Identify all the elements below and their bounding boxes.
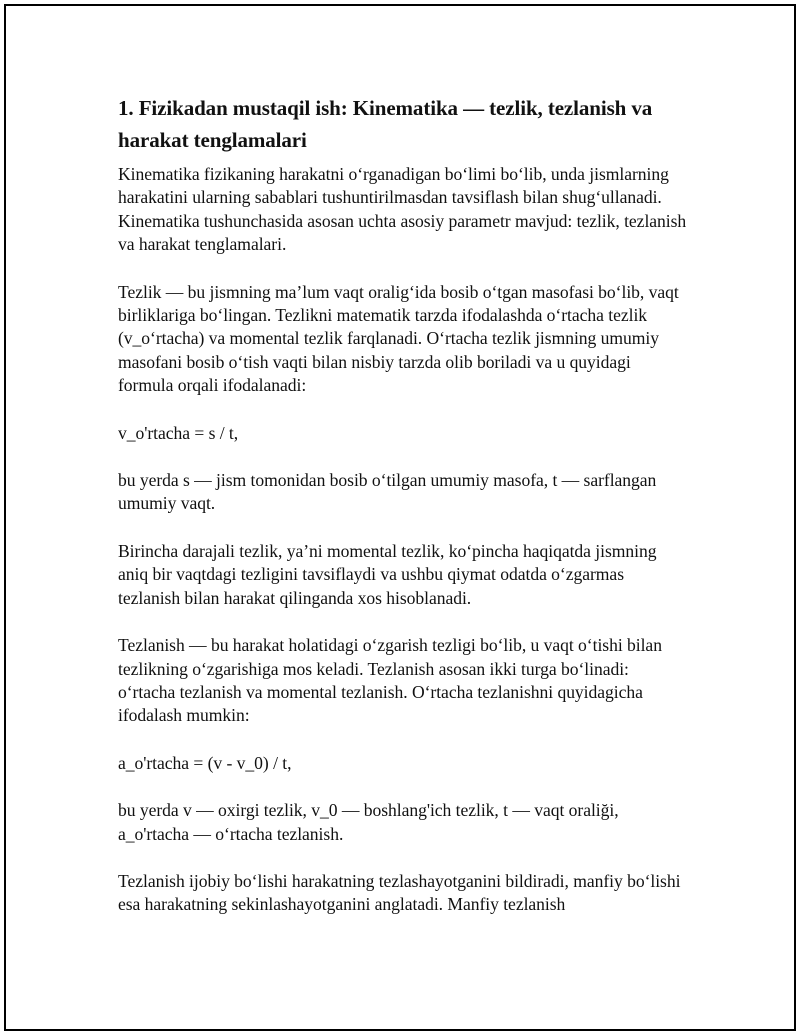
paragraph-velocity: Tezlik — bu jismning maʼlum vaqt oraligʻida bosib oʻtgan masofasi boʻlib, vaqt birliklariga boʻlingan. Tezlikni matematik tarzda ifodalashda oʻrtacha tezlik (v_oʻrtacha) va momental tezlik farqlanadi. Oʻrtacha tezlik jismning umumiy masofani bosib oʻtish vaqti bilan nisbiy tarzda olib boriladi va u quyidagi formula orqali ifodalanadi: bbox=[118, 281, 679, 396]
formula-average-acceleration: a_o'rtacha = (v - v_0) / t, bbox=[118, 752, 292, 773]
document-title: 1. Fizikadan mustaqil ish: Kinematika — tezlik, tezlanish va harakat tenglamalari bbox=[118, 96, 653, 152]
paragraph-intro: Kinematika fizikaning harakatni oʻrganadigan boʻlimi boʻlib, unda jismlarning harakatini ularning sabablari tushuntirilmasdan tavsiflash bilan shugʻullanadi. Kinematika tushunchasida asosan uchta asosiy parametr mavjud: tezlik, tezlanish va harakat tenglamalari. bbox=[118, 164, 687, 255]
paragraph-velocity-legend: bu yerda s — jism tomonidan bosib oʻtilgan umumiy masofa, t — sarflangan umumiy vaqt. bbox=[118, 470, 657, 514]
formula-average-velocity: v_o'rtacha = s / t, bbox=[118, 422, 239, 443]
paragraph-acceleration-legend: bu yerda v — oxirgi tezlik, v_0 — boshlang'ich tezlik, t — vaqt oraliği, a_o'rtacha — oʻrtacha tezlanish. bbox=[118, 800, 619, 844]
paragraph-acceleration: Tezlanish — bu harakat holatidagi oʻzgarish tezligi boʻlib, u vaqt oʻtishi bilan tezlikning oʻzgarishiga mos keladi. Tezlanish asosan ikki turga boʻlinadi: oʻrtacha tezlanish va momental tezlanish. Oʻrtacha tezlanishni quyidagicha ifodalash mumkin: bbox=[118, 635, 662, 726]
paragraph-instant-velocity: Birincha darajali tezlik, yaʼni momental tezlik, koʻpincha haqiqatda jismning aniq bir vaqtdagi tezligini tavsiflaydi va ushbu qiymat odatda oʻzgarmas tezlanish bilan harakat qilinganda xos hisoblanadi. bbox=[118, 540, 657, 608]
paragraph-acceleration-sign: Tezlanish ijobiy boʻlishi harakatning tezlashayotganini bildiradi, manfiy boʻlishi esa harakatning sekinlashayotganini anglatadi. Manfiy tezlanish bbox=[118, 870, 681, 915]
document-body bbox=[118, 92, 690, 941]
